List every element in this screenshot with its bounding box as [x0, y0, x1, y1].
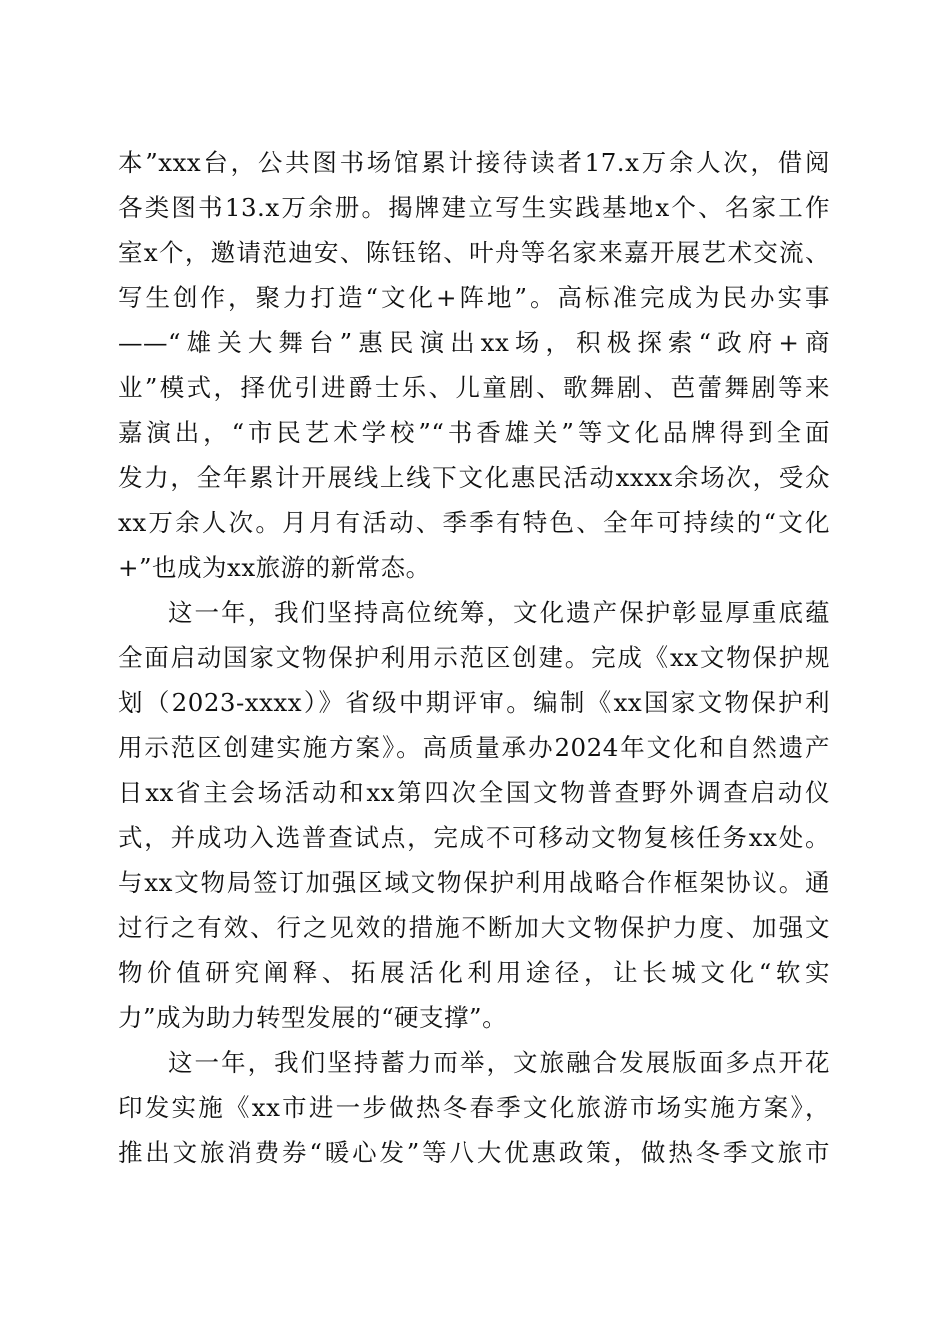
text-line: 物价值研究阐释、拓展活化利用途径，让长城文化“软实 [118, 958, 830, 987]
text-line: 印发实施《xx市进一步做热冬春季文化旅游市场实施方案》， [118, 1093, 830, 1122]
text-line: 本”xxx台，公共图书场馆累计接待读者17.x万余人次，借阅 [118, 148, 830, 177]
text-line: 划（2023-xxxx）》省级中期评审。编制《xx国家文物保护利 [118, 688, 830, 717]
text-line: 业”模式，择优引进爵士乐、儿童剧、歌舞剧、芭蕾舞剧等来 [118, 373, 830, 402]
text-line: +”也成为xx旅游的新常态。 [118, 553, 431, 582]
text-line: ——“雄关大舞台”惠民演出xx场，积极探索“政府+商 [118, 328, 830, 357]
text-line: 日xx省主会场活动和xx第四次全国文物普查野外调查启动仪 [118, 778, 830, 807]
paragraph-first-line: 这一年，我们坚持高位统筹，文化遗产保护彰显厚重底蕴 [168, 598, 830, 627]
text-line: 全面启动国家文物保护利用示范区创建。完成《xx文物保护规 [118, 643, 830, 672]
text-line: 写生创作，聚力打造“文化+阵地”。高标准完成为民办实事 [118, 283, 830, 312]
text-line: 室x个，邀请范迪安、陈钰铭、叶舟等名家来嘉开展艺术交流、 [118, 238, 830, 267]
text-line: 嘉演出，“市民艺术学校”“书香雄关”等文化品牌得到全面 [118, 418, 830, 447]
text-line: 各类图书13.x万余册。揭牌建立写生实践基地x个、名家工作 [118, 193, 830, 222]
text-line: 式，并成功入选普查试点，完成不可移动文物复核任务xx处。 [118, 823, 830, 852]
paragraph-first-line: 这一年，我们坚持蓄力而举，文旅融合发展版面多点开花 [168, 1048, 830, 1077]
text-line: xx万余人次。月月有活动、季季有特色、全年可持续的“文化 [118, 508, 830, 537]
text-line: 与xx文物局签订加强区域文物保护利用战略合作框架协议。通 [118, 868, 830, 897]
text-line: 发力，全年累计开展线上线下文化惠民活动xxxx余场次，受众 [118, 463, 830, 492]
text-line: 力”成为助力转型发展的“硬支撑”。 [118, 1003, 508, 1032]
text-line: 过行之有效、行之见效的措施不断加大文物保护力度、加强文 [118, 913, 830, 942]
text-line: 用示范区创建实施方案》。高质量承办2024年文化和自然遗产 [118, 733, 830, 762]
text-line: 推出文旅消费券“暖心发”等八大优惠政策，做热冬季文旅市 [118, 1138, 830, 1167]
